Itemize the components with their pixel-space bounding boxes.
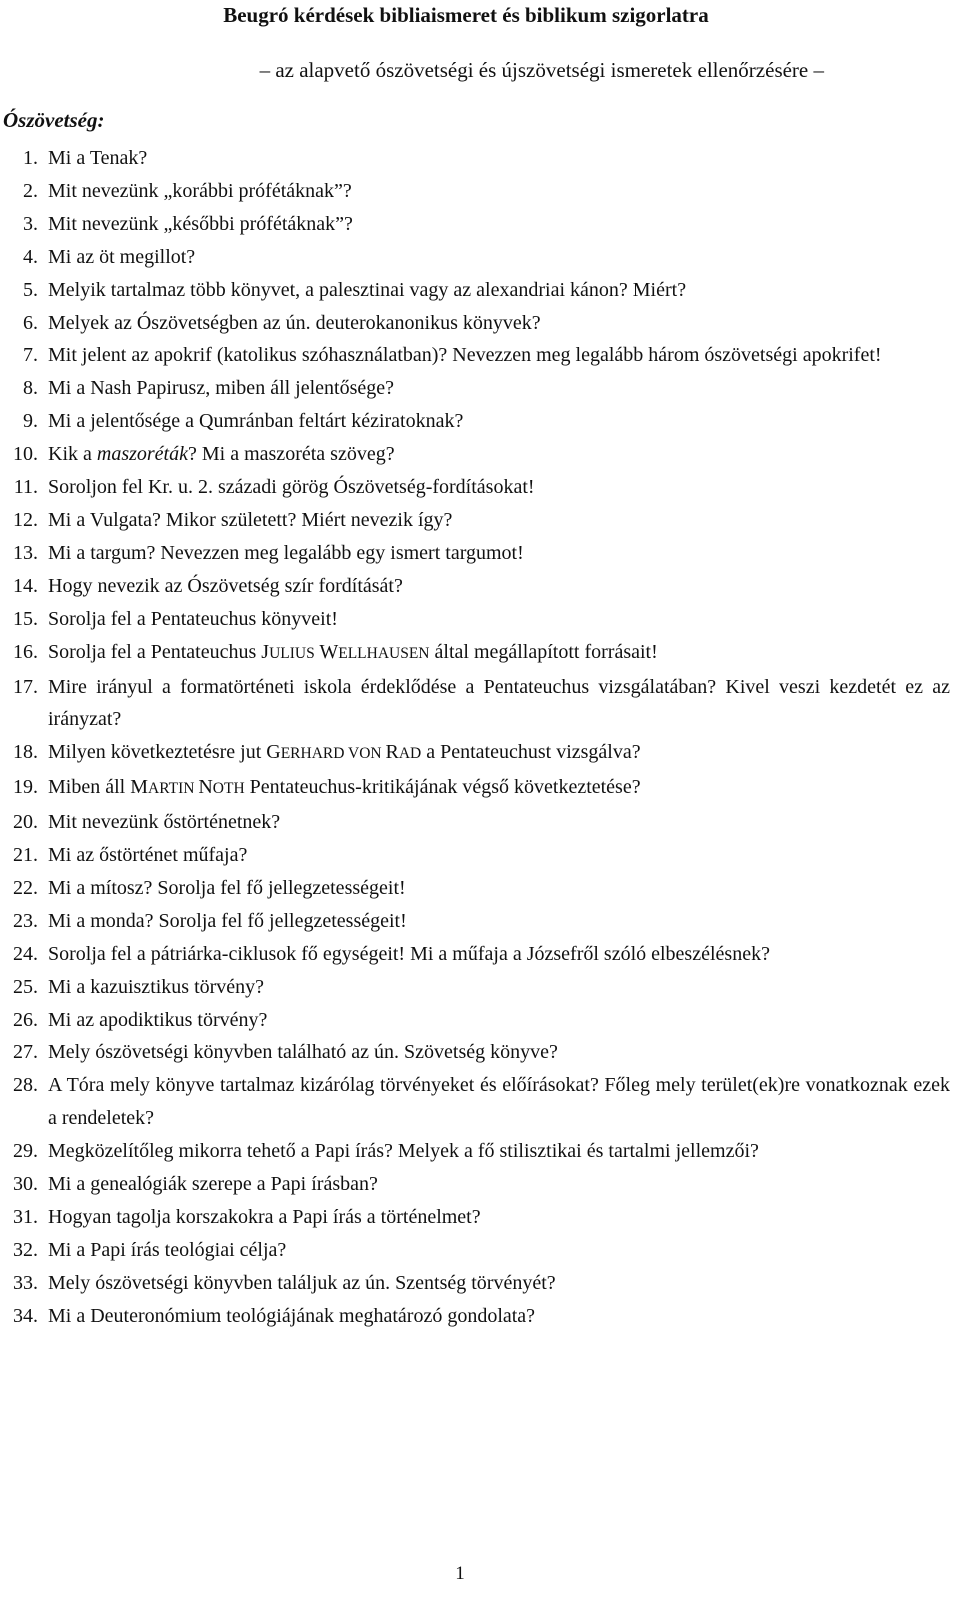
question-number: 2. [23, 179, 38, 202]
question-number: 20. [13, 811, 38, 834]
question-item [0, 905, 950, 938]
question-text: Sorolja fel a pátriárka-ciklusok fő egységeit! Mi a műfaja a Józsefről szóló elbeszélésnek? [48, 942, 770, 965]
question-number: 8. [23, 377, 38, 400]
question-number: 26. [13, 1008, 38, 1031]
question-item [0, 1267, 950, 1300]
question-text: Mi a monda? Sorolja fel fő jellegzetességeit! [48, 909, 407, 932]
question-text: Mi a Papi írás teológiai célja? [48, 1238, 287, 1261]
question-item [0, 1069, 950, 1135]
question-text: Mi a Deuteronómium teológiájának meghatározó gondolata? [48, 1304, 536, 1327]
question-text: Mi az apodiktikus törvény? [48, 1008, 268, 1031]
question-number: 23. [13, 909, 38, 932]
question-text-part: Milyen következtetésre jut [48, 741, 267, 764]
question-text-part: ULIUS [269, 644, 315, 662]
question-number: 14. [13, 574, 38, 597]
question-item [0, 771, 950, 806]
question-item [0, 208, 950, 241]
question-text: Mi a genealógiák szerepe a Papi írásban? [48, 1173, 378, 1196]
question-item [0, 274, 950, 307]
question-item [0, 405, 950, 438]
question-text: Mit jelent az apokrif (katolikus szóhasználatban)? Nevezzen meg legalább három ószövetségi apokrifet! [48, 344, 882, 367]
question-text-part: maszoréták [96, 443, 188, 466]
question-text: Megközelítőleg mikorra tehető a Papi írás? Melyek a fő stilisztikai és tartalmi jellemzői? [48, 1140, 759, 1163]
question-text-part: Pentateuchus-kritikájának végső következtetése? [244, 776, 641, 799]
question-text-part: R [385, 741, 399, 764]
question-text-part: J [261, 640, 270, 663]
question-number: 17. [13, 675, 38, 698]
question-text-part: G [266, 741, 281, 764]
question-number: 24. [13, 942, 38, 965]
question-item [0, 372, 950, 405]
question-text-part: AD [398, 745, 422, 763]
question-text: Melyik tartalmaz több könyvet, a palesztinai vagy az alexandriai kánon? Miért? [48, 278, 687, 301]
question-item [0, 175, 950, 208]
question-text: Mit nevezünk „későbbi prófétáknak”? [48, 212, 353, 235]
question-number: 12. [13, 508, 38, 531]
question-text [48, 736, 950, 771]
question-item [0, 1036, 950, 1069]
question-number: 13. [13, 541, 38, 564]
question-text [48, 771, 950, 806]
question-number: 10. [13, 443, 38, 466]
question-text-part: ? Mi a maszoréta szöveg? [188, 443, 395, 466]
question-text-part: a Pentateuchust vizsgálva? [421, 741, 641, 764]
question-item [0, 504, 950, 537]
question-text-part: OTH [212, 780, 245, 798]
question-number: 30. [13, 1173, 38, 1196]
question-item [0, 938, 950, 971]
question-text: Mi a kazuisztikus törvény? [48, 975, 265, 998]
question-text: Hogyan tagolja korszakokra a Papi írás a történelmet? [48, 1206, 481, 1228]
question-number: 28. [13, 1074, 38, 1097]
question-item [0, 1004, 950, 1037]
question-text: Mi a Vulgata? Mikor született? Miért nevezik így? [48, 508, 453, 531]
question-text: Mi a Nash Papirusz, miben áll jelentősége? [48, 377, 395, 400]
question-item [0, 839, 950, 872]
question-item [0, 971, 950, 1004]
question-text: Mi az öt megillot? [48, 245, 196, 268]
question-text-part: W [314, 640, 339, 663]
question-text: Mit nevezünk őstörténetnek? [48, 811, 281, 834]
question-text-part: ARTIN [148, 780, 199, 798]
question-item [0, 636, 950, 671]
question-item [0, 872, 950, 905]
question-text [48, 438, 950, 471]
question-number: 4. [23, 245, 38, 268]
question-number: 18. [13, 741, 38, 764]
question-item [0, 142, 950, 175]
question-text-part: Kik a [48, 443, 97, 466]
question-item [0, 1201, 950, 1234]
question-item [0, 1168, 950, 1201]
section-heading: Ószövetség: [3, 108, 105, 132]
question-text: A Tóra mely könyve tartalmaz kizárólag törvényeket és előírásokat? Főleg mely terület(ek)re vonatkoznak ezek a rendeletek? [48, 1074, 950, 1130]
question-number: 7. [23, 344, 38, 367]
question-number: 5. [23, 278, 38, 301]
question-text: Mire irányul a formatörténeti iskola érdeklődése a Pentateuchus vizsgálatában? Kivel veszi kezdetét ez az irányzat? [48, 675, 950, 731]
question-number: 27. [13, 1041, 38, 1064]
question-item [0, 339, 950, 372]
question-number: 6. [23, 311, 38, 334]
question-text: Sorolja fel a Pentateuchus könyveit! [48, 607, 338, 630]
question-text-part: M [130, 776, 149, 799]
question-item [0, 471, 950, 504]
question-item [0, 537, 950, 570]
question-item [0, 438, 950, 471]
question-item [0, 1135, 950, 1168]
question-number: 25. [13, 975, 38, 998]
question-item [0, 603, 950, 636]
question-number: 16. [13, 640, 38, 663]
question-text-part: ELLHAUSEN [338, 644, 430, 662]
question-text-part: Sorolja fel a Pentateuchus [48, 640, 262, 663]
question-text: Mi a Tenak? [48, 147, 148, 169]
question-number: 32. [13, 1238, 38, 1261]
question-text-part: által megállapított forrásait! [429, 640, 658, 663]
question-text: Mi a mítosz? Sorolja fel fő jellegzetességeit! [48, 876, 406, 899]
question-number: 34. [13, 1304, 38, 1327]
page-number: 1 [455, 1563, 465, 1584]
question-item [0, 570, 950, 603]
document-title: Beugró kérdések bibliaismeret és biblikum szigorlatra [223, 3, 709, 27]
question-number: 22. [13, 876, 38, 899]
question-number: 19. [13, 776, 38, 799]
question-text [48, 636, 950, 671]
question-item [0, 806, 950, 839]
question-item [0, 671, 950, 737]
question-text: Soroljon fel Kr. u. 2. századi görög Ószövetség-fordításokat! [48, 476, 535, 499]
question-item [0, 736, 950, 771]
question-number: 11. [13, 476, 38, 499]
question-text: Melyek az Ószövetségben az ún. deuterokanonikus könyvek? [48, 311, 541, 334]
question-text-part: ERHARD VON [280, 745, 386, 763]
question-text: Mi az őstörténet műfaja? [48, 844, 248, 867]
question-text: Mi a jelentősége a Qumránban feltárt kéziratoknak? [48, 410, 464, 433]
question-text: Mely ószövetségi könyvben található az ún. Szövetség könyve? [48, 1041, 558, 1064]
question-item [0, 307, 950, 340]
document-subtitle: – az alapvető ószövetségi és újszövetségi ismeretek ellenőrzésére – [259, 58, 824, 82]
question-list [0, 142, 950, 1333]
question-item [0, 1300, 950, 1333]
question-item [0, 241, 950, 274]
question-number: 3. [23, 212, 38, 235]
question-number: 1. [23, 147, 38, 169]
question-number: 21. [13, 844, 38, 867]
question-number: 15. [13, 607, 38, 630]
question-text: Mit nevezünk „korábbi prófétáknak”? [48, 179, 352, 202]
question-text: Mi a targum? Nevezzen meg legalább egy ismert targumot! [48, 541, 524, 564]
question-number: 33. [13, 1271, 38, 1294]
question-number: 9. [23, 410, 38, 433]
question-number: 31. [13, 1206, 38, 1228]
question-number: 29. [13, 1140, 38, 1163]
question-item [0, 1234, 950, 1267]
question-text: Hogy nevezik az Ószövetség szír fordítását? [48, 574, 403, 597]
question-text: Mely ószövetségi könyvben találjuk az ún. Szentség törvényét? [48, 1271, 556, 1294]
question-text-part: Miben áll [48, 776, 131, 799]
question-text-part: N [198, 776, 213, 799]
